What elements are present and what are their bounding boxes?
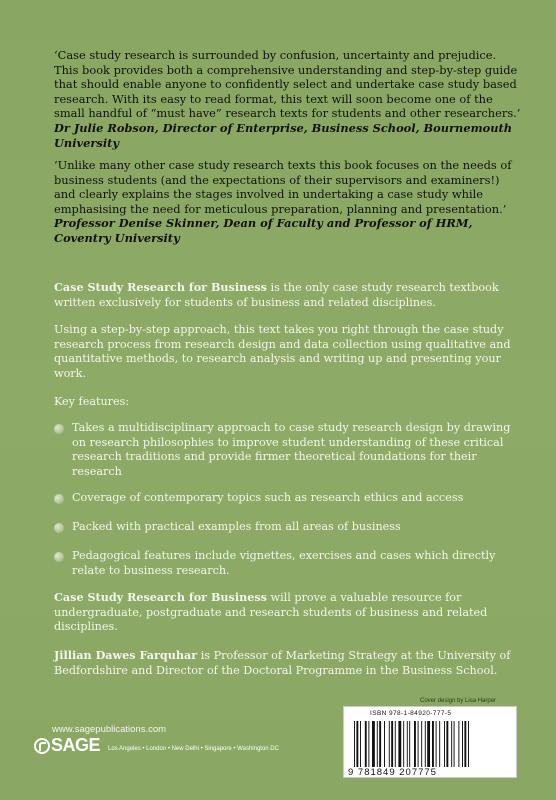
circle-bullet-icon (54, 494, 64, 504)
author-name: Jillian Dawes Farquhar (54, 648, 198, 662)
cover-credit: Cover design by Lisa Harper (420, 698, 497, 704)
feature-item (54, 491, 524, 506)
quote-attribution: Professor Denise Skinner, Dean of Faculty and Professor of HRM, Coventry University (54, 216, 473, 245)
publisher-name: SAGE (51, 735, 101, 755)
book-title: Case Study Research for Business (54, 590, 267, 604)
feature-text: Packed with practical examples from all areas of business (72, 520, 401, 533)
endorsement-quote-2 (54, 158, 522, 246)
feature-item (54, 421, 524, 479)
feature-item (54, 549, 524, 578)
barcode-icon (352, 721, 510, 767)
quote-text: ‘Unlike many other case study research texts this book focuses on the needs of business students (and the expectations of their supervisors and examiners!) and clearly explains the stages involved in undertaking a case study while emphasising the need for meticulous preparation, planning and presentation.’ (54, 158, 512, 216)
publisher-url: www.sagepublications.com (52, 724, 167, 735)
isbn-barcode-box (343, 706, 517, 778)
intro-paragraph (54, 280, 522, 310)
approach-paragraph: Using a step-by-step approach, this text takes you right through the case study research process from research design and data collection using qualitative and quantitative methods, to research analysis and writing up and presenting your work. (54, 323, 511, 380)
circle-bullet-icon (54, 523, 64, 533)
feature-item (54, 520, 524, 535)
endorsement-quote-1 (54, 48, 522, 150)
publisher-block (34, 735, 279, 756)
closing-text: will prove a valuable resource for undergraduate, postgraduate and research students of business and related disciplines. (54, 591, 488, 633)
publisher-locations: Los Angeles • London • New Delhi • Singapore • Washington DC (108, 745, 279, 752)
circle-bullet-icon (54, 552, 64, 562)
sage-logo-icon (34, 735, 100, 756)
barcode-number: 9 781849 207775 (348, 767, 437, 778)
isbn-label: ISBN 978-1-84920-777-5 (370, 710, 452, 717)
book-title: Case Study Research for Business (54, 280, 267, 294)
feature-text: Coverage of contemporary topics such as research ethics and access (72, 491, 464, 504)
quote-attribution: Dr Julie Robson, Director of Enterprise, Business School, Bournemouth University (54, 120, 513, 150)
author-bio (54, 648, 522, 678)
feature-text: Pedagogical features include vignettes, exercises and cases which directly relate to business research. (72, 549, 496, 577)
feature-text: Takes a multidisciplinary approach to case study research design by drawing on research philosophies to improve student understanding of these critical research traditions and provide firmer theoretical foundations for their research (72, 421, 511, 478)
closing-paragraph (54, 590, 522, 635)
key-features-heading: Key features: (54, 395, 130, 408)
quote-text: ‘Case study research is surrounded by confusion, uncertainty and prejudice. This book provides both a comprehensive understanding and step-by-step guide that should enable anyone to confidently select and undertake case study based research. With its easy to read format, this text will soon become one of the small handful of “must have” research texts for students and other researchers.’ (54, 48, 521, 121)
intro-text: is the only case study research textbook written exclusively for students of business and related disciplines. (54, 281, 499, 309)
circle-bullet-icon (54, 424, 64, 434)
author-text: is Professor of Marketing Strategy at the University of Bedfordshire and Director of the Doctoral Programme in the Business School. (54, 649, 511, 677)
